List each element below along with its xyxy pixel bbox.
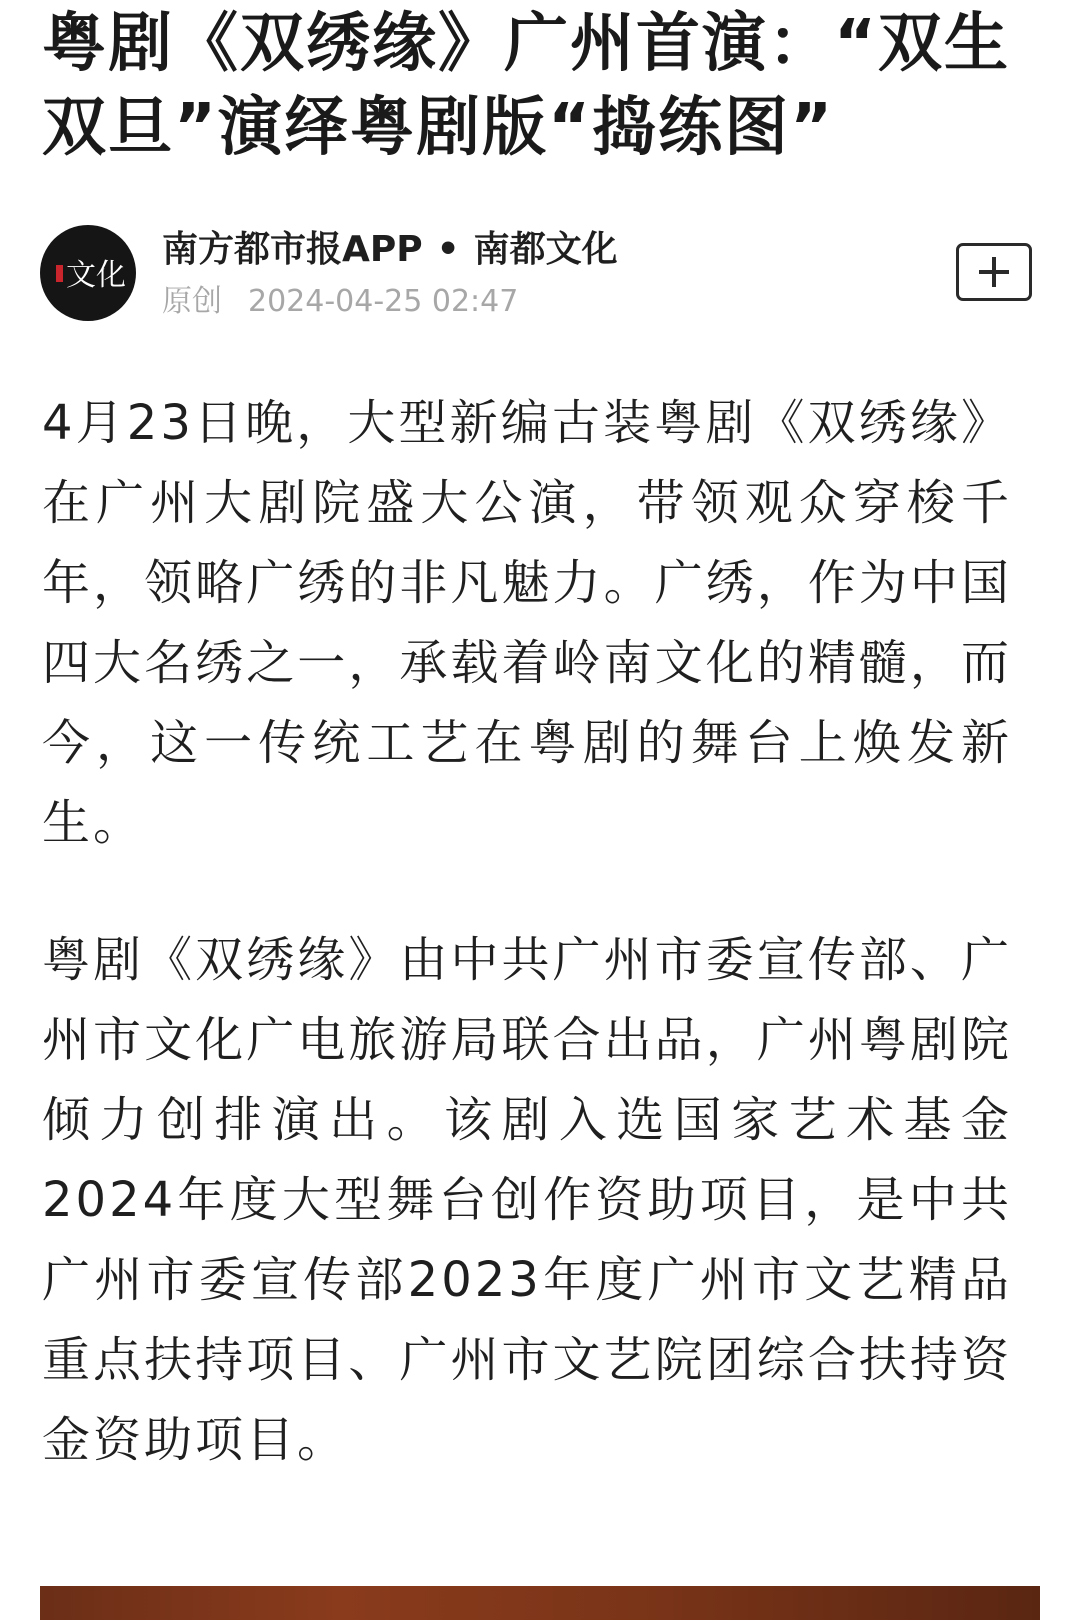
- original-tag: 原创: [162, 284, 222, 319]
- article-title: 粤剧《双绣缘》广州首演：“双生双旦”演绎粤剧版“捣练图”: [42, 7, 1011, 165]
- plus-icon: [978, 256, 1010, 288]
- article-paragraph-1: 4月23日晚，大型新编古装粤剧《双绣缘》在广州大剧院盛大公演，带领观众穿梭千年，领略广绣的非凡魅力。广绣，作为中国四大名绣之一，承载着岭南文化的精髓，而今，这一传统工艺在粤剧的舞台上焕发新生。: [42, 395, 1012, 851]
- meta-line: [162, 282, 518, 322]
- culture-logo-icon: [40, 225, 136, 321]
- separator-dot: •: [436, 229, 460, 270]
- article-image[interactable]: [40, 1586, 1040, 1620]
- avatar[interactable]: [40, 225, 136, 321]
- follow-button[interactable]: [956, 243, 1032, 301]
- article-paragraph-2: 粤剧《双绣缘》由中共广州市委宣传部、广州市文化广电旅游局联合出品，广州粤剧院倾力创排演出。该剧入选国家艺术基金2024年度大型舞台创作资助项目，是中共广州市委宣传部2023年度广州市文艺精品重点扶持项目、广州市文艺院团综合扶持资金资助项目。: [42, 932, 1012, 1468]
- source-name[interactable]: 南方都市报APP: [162, 229, 423, 270]
- author-bar: [40, 222, 1040, 322]
- source-line: [162, 226, 618, 274]
- avatar-text: 文化: [66, 258, 126, 293]
- channel-name[interactable]: 南都文化: [473, 229, 618, 270]
- publish-datetime: 2024-04-25 02:47: [248, 284, 519, 319]
